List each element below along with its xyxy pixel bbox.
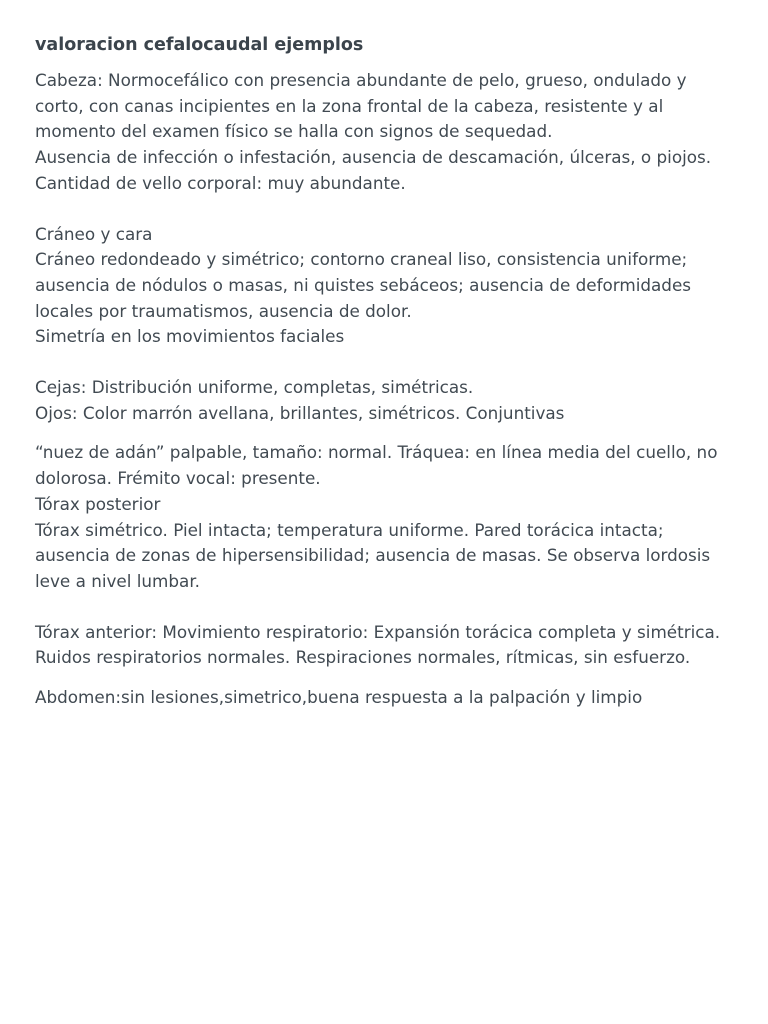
section-heading: Cráneo y cara	[35, 223, 153, 244]
text-line: Abdomen:sin lesiones,simetrico,buena respuesta a la palpación y limpio	[35, 687, 643, 708]
text-line: Ausencia de infección o infestación, ausencia de descamación, úlceras, o piojos.	[35, 147, 712, 168]
text-line: Tórax simétrico. Piel intacta; temperatura uniforme. Pared torácica intacta; ausencia de zonas de hipersensibilidad; ausencia de masas. Se observa lordosis leve a nivel lumbar.	[35, 519, 711, 591]
text-line: Simetría en los movimientos faciales	[35, 326, 345, 347]
document-title: valoracion cefalocaudal ejemplos	[35, 35, 364, 55]
text-line: Cejas: Distribución uniforme, completas, simétricas.	[35, 377, 474, 398]
paragraph-cuello-torax-posterior	[35, 440, 738, 594]
text-line: Cráneo redondeado y simétrico; contorno craneal liso, consistencia uniforme; ausencia de nódulos o masas, ni quistes sebáceos; ausencia de deformidades locales por traumatismos, ausencia de dolor.	[35, 249, 692, 321]
paragraph-cabeza	[35, 68, 738, 197]
text-line: Cabeza: Normocefálico con presencia abundante de pelo, grueso, ondulado y corto, con canas incipientes en la zona frontal de la cabeza, resistente y al momento del examen físico se halla con signos de sequedad.	[35, 70, 687, 142]
text-line: Ojos: Color marrón avellana, brillantes, simétricos. Conjuntivas	[35, 402, 565, 423]
text-line: Cantidad de vello corporal: muy abundante.	[35, 172, 406, 193]
paragraph-torax-anterior	[35, 620, 738, 671]
text-line: “nuez de adán” palpable, tamaño: normal. Tráquea: en línea media del cuello, no dolorosa. Frémito vocal: presente.	[35, 442, 718, 489]
paragraph-abdomen	[35, 685, 738, 711]
section-heading: Tórax posterior	[35, 493, 161, 514]
paragraph-craneo-cara	[35, 222, 738, 351]
text-line: Tórax anterior: Movimiento respiratorio: Expansión torácica completa y simétrica. Ruidos respiratorios normales. Respiraciones normales, rítmicas, sin esfuerzo.	[35, 621, 721, 668]
paragraph-cejas-ojos	[35, 375, 738, 426]
